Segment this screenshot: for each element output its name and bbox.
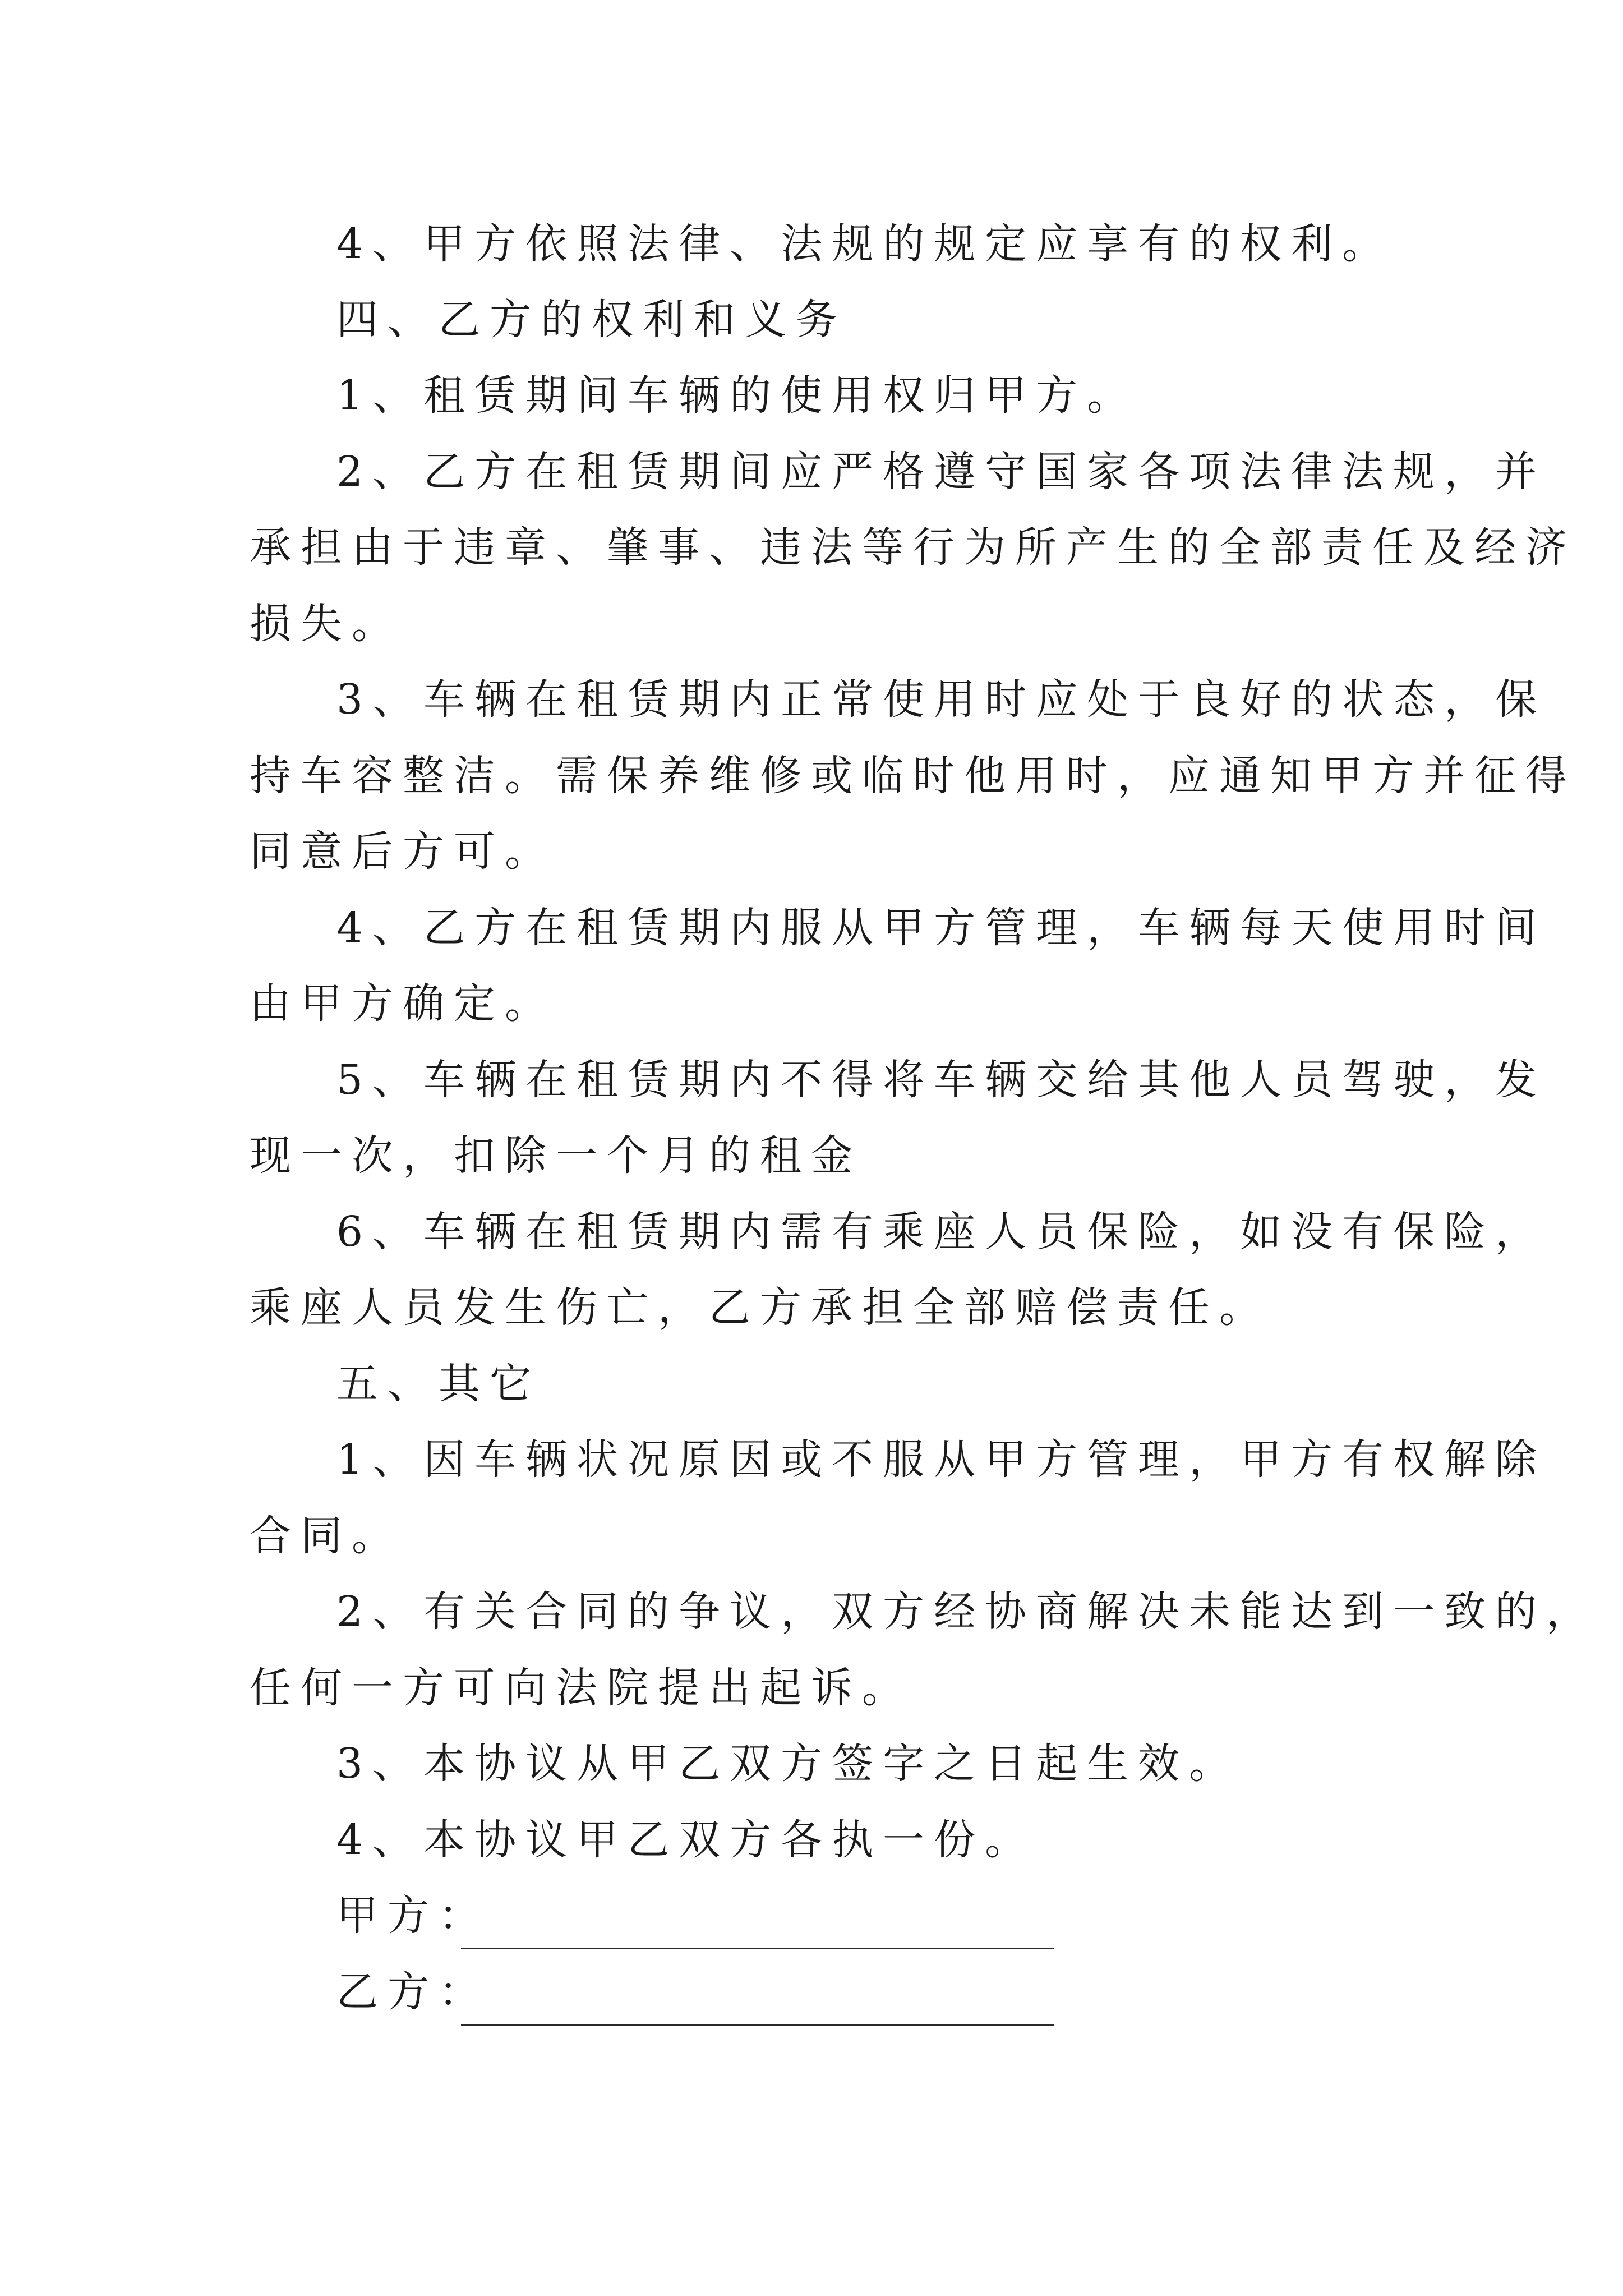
- section-4-heading: 四、乙方的权利和义务: [336, 296, 847, 344]
- clause-b-6-line-2: 乘座人员发生伤亡，乙方承担全部赔偿责任。: [250, 1283, 1270, 1332]
- clause-a-rights-4: 4、甲方依照法律、法规的规定应享有的权利。: [336, 220, 1394, 268]
- clause-b-3-line-1: 3、车辆在租赁期内正常使用时应处于良好的状态，保: [336, 675, 1547, 724]
- clause-other-1-line-2: 合同。: [250, 1512, 403, 1560]
- clause-other-2-line-1: 2、有关合同的争议，双方经协商解决未能达到一致的，: [336, 1588, 1598, 1636]
- clause-b-5-line-2: 现一次，扣除一个月的租金: [250, 1131, 862, 1180]
- clause-b-6-line-1: 6、车辆在租赁期内需有乘座人员保险，如没有保险，: [336, 1208, 1547, 1256]
- clause-b-2-line-1: 2、乙方在租赁期间应严格遵守国家各项法律法规，并: [336, 448, 1547, 496]
- clause-b-4-line-1: 4、乙方在租赁期内服从甲方管理，车辆每天使用时间: [336, 904, 1547, 952]
- party-b-signature-label: 乙方：: [336, 1968, 490, 2016]
- clause-b-2-line-3: 损失。: [250, 600, 403, 648]
- clause-other-4: 4、本协议甲乙双方各执一份。: [336, 1816, 1036, 1864]
- clause-other-1-line-1: 1、因车辆状况原因或不服从甲方管理，甲方有权解除: [336, 1435, 1547, 1484]
- party-b-signature-line: [461, 2024, 1054, 2026]
- clause-b-3-line-3: 同意后方可。: [250, 827, 556, 876]
- party-a-signature-line: [461, 1948, 1054, 1949]
- party-a-signature-label: 甲方：: [336, 1892, 490, 1940]
- section-5-heading: 五、其它: [336, 1360, 541, 1408]
- clause-b-3-line-2: 持车容整洁。需保养维修或临时他用时，应通知甲方并征得: [250, 752, 1576, 800]
- clause-b-4-line-2: 由甲方确定。: [250, 979, 556, 1028]
- clause-other-2-line-2: 任何一方可向法院提出起诉。: [250, 1664, 913, 1712]
- clause-b-2-line-2: 承担由于违章、肇事、违法等行为所产生的全部责任及经济: [250, 523, 1576, 572]
- clause-b-1: 1、租赁期间车辆的使用权归甲方。: [336, 371, 1138, 420]
- clause-b-5-line-1: 5、车辆在租赁期内不得将车辆交给其他人员驾驶，发: [336, 1056, 1547, 1104]
- clause-other-3: 3、本协议从甲乙双方签字之日起生效。: [336, 1740, 1241, 1788]
